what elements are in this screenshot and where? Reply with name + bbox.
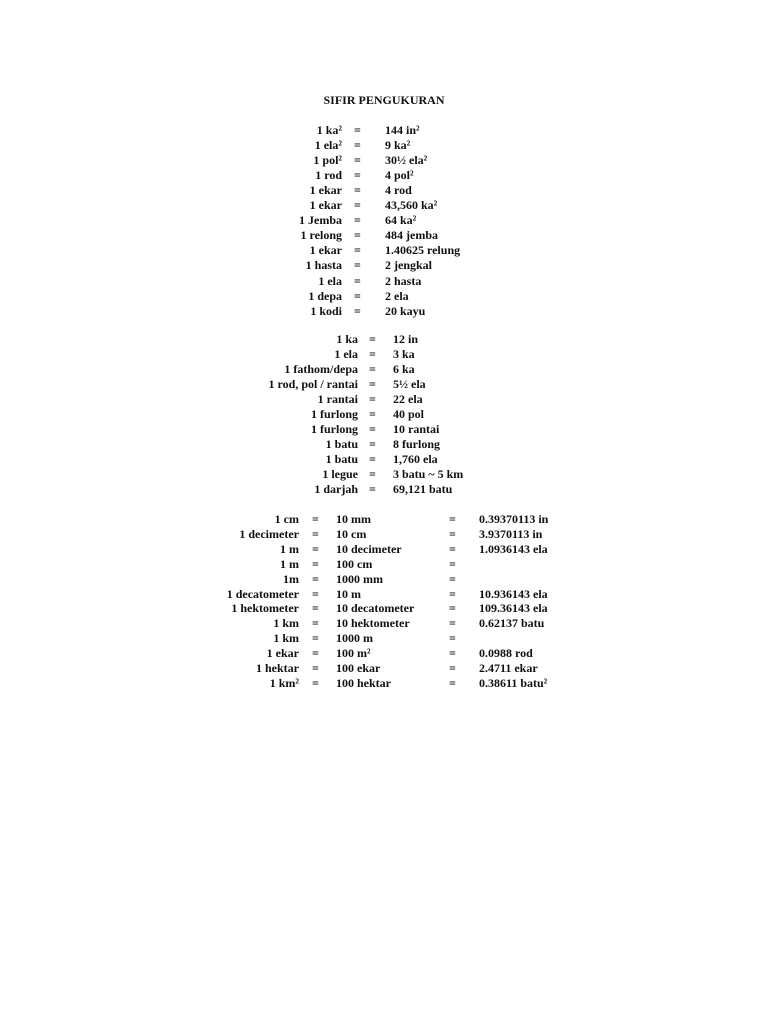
- cell-eq: =: [354, 303, 361, 318]
- cell-lhs: 1 ela: [318, 273, 342, 288]
- table-row: [0, 512, 768, 527]
- cell-eq1: =: [312, 661, 319, 675]
- cell-eq: =: [369, 332, 376, 346]
- cell-eq1: =: [312, 526, 319, 541]
- cell-eq2: =: [449, 541, 456, 556]
- cell-lhs: 1 hasta: [305, 258, 342, 273]
- cell-eq1: =: [312, 541, 319, 556]
- table-row: [0, 153, 768, 168]
- table-row: [0, 542, 768, 557]
- cell-rhs: 0.38611 batu²: [479, 675, 548, 690]
- cell-mid: 10 decimeter: [336, 541, 402, 556]
- cell-eq: =: [354, 138, 361, 153]
- table-row: [0, 274, 768, 289]
- cell-lhs: 1 decatometer: [226, 586, 299, 601]
- cell-mid: 1000 mm: [336, 571, 383, 586]
- table-row: [0, 646, 768, 661]
- cell-eq1: =: [312, 556, 319, 571]
- cell-eq: =: [354, 153, 361, 168]
- table-row: [0, 467, 768, 482]
- cell-eq2: =: [449, 512, 456, 526]
- cell-eq: =: [354, 288, 361, 303]
- cell-eq2: =: [449, 601, 456, 616]
- cell-rhs: 4 rod: [385, 183, 412, 198]
- cell-rhs: 12 in: [393, 332, 419, 346]
- cell-lhs: 1 pol²: [313, 153, 342, 168]
- cell-eq1: =: [312, 631, 319, 646]
- cell-lhs: 1 darjah: [314, 482, 358, 496]
- cell-eq: =: [354, 168, 361, 183]
- table-row: [0, 392, 768, 407]
- cell-mid: 10 m: [336, 586, 361, 601]
- cell-lhs: 1 rod: [315, 168, 342, 183]
- table-row: [0, 572, 768, 587]
- cell-eq1: =: [312, 586, 319, 601]
- cell-mid: 100 m²: [336, 646, 371, 661]
- cell-eq: =: [369, 467, 376, 481]
- table-row: [0, 482, 768, 497]
- cell-lhs: 1 m: [280, 556, 299, 571]
- cell-rhs: 3.9370113 in: [479, 526, 543, 541]
- cell-mid: 100 ekar: [336, 661, 381, 675]
- cell-eq: =: [354, 243, 361, 258]
- cell-lhs: 1 ela²: [314, 138, 342, 153]
- table-row: [0, 243, 768, 258]
- cell-eq2: =: [449, 646, 456, 661]
- cell-rhs: 69,121 batu: [393, 482, 453, 496]
- table-row: [0, 377, 768, 392]
- cell-lhs: 1 furlong: [310, 422, 358, 436]
- table-row: [0, 332, 768, 347]
- cell-lhs: 1 Jemba: [299, 213, 342, 228]
- table-row: [0, 304, 768, 319]
- cell-eq2: =: [449, 616, 456, 631]
- cell-rhs: 6 ka: [393, 362, 415, 376]
- cell-rhs: 0.62137 batu: [479, 616, 545, 631]
- cell-lhs: 1 ekar: [309, 183, 342, 198]
- cell-eq: =: [354, 213, 361, 228]
- cell-lhs: 1 ka²: [316, 123, 342, 137]
- table-row: [0, 258, 768, 273]
- cell-rhs: 0.0988 rod: [479, 646, 533, 661]
- cell-rhs: 4 pol²: [385, 168, 414, 183]
- cell-eq: =: [354, 198, 361, 213]
- cell-rhs: 484 jemba: [385, 228, 438, 243]
- cell-rhs: 30½ ela²: [385, 153, 428, 168]
- cell-lhs: 1 batu: [325, 437, 358, 451]
- table-row: [0, 138, 768, 153]
- table-row: [0, 527, 768, 542]
- cell-lhs: 1 ka: [336, 332, 358, 346]
- cell-rhs: 3 batu ~ 5 km: [393, 467, 464, 481]
- cell-lhs: 1 fathom/depa: [284, 362, 358, 376]
- cell-mid: 10 mm: [336, 512, 371, 526]
- cell-rhs: 2.4711 ekar: [479, 661, 538, 675]
- cell-eq: =: [354, 123, 361, 137]
- table-row: [0, 289, 768, 304]
- table-row: [0, 631, 768, 646]
- cell-lhs: 1 ekar: [266, 646, 299, 661]
- cell-lhs: 1 relong: [300, 228, 342, 243]
- cell-eq1: =: [312, 571, 319, 586]
- cell-eq1: =: [312, 675, 319, 690]
- cell-lhs: 1 furlong: [310, 407, 358, 421]
- cell-mid: 1000 m: [336, 631, 373, 646]
- cell-lhs: 1 m: [280, 541, 299, 556]
- cell-lhs: 1 ela: [334, 347, 358, 361]
- cell-rhs: 10 rantai: [393, 422, 440, 436]
- cell-eq2: =: [449, 571, 456, 586]
- cell-lhs: 1 legue: [322, 467, 358, 481]
- cell-lhs: 1 rod, pol / rantai: [268, 377, 358, 391]
- cell-lhs: 1 ekar: [309, 198, 342, 213]
- cell-eq1: =: [312, 601, 319, 616]
- table-row: [0, 557, 768, 572]
- cell-rhs: 2 ela: [385, 288, 409, 303]
- cell-lhs: 1 hektar: [256, 661, 299, 675]
- cell-eq: =: [369, 482, 376, 496]
- table-row: [0, 347, 768, 362]
- cell-rhs: 1,760 ela: [393, 452, 438, 466]
- page-title: SIFIR PENGUKURAN: [323, 93, 445, 107]
- table-row: [0, 228, 768, 243]
- cell-lhs: 1 km: [273, 616, 299, 631]
- cell-eq1: =: [312, 512, 319, 526]
- cell-eq: =: [354, 273, 361, 288]
- cell-lhs: 1 km: [273, 631, 299, 646]
- table-row: [0, 407, 768, 422]
- cell-eq2: =: [449, 675, 456, 690]
- cell-rhs: 8 furlong: [393, 437, 441, 451]
- cell-rhs: 1.40625 relung: [385, 243, 461, 258]
- cell-mid: 10 cm: [336, 526, 367, 541]
- table-row: [0, 422, 768, 437]
- cell-lhs: 1m: [283, 571, 299, 586]
- cell-rhs: 0.39370113 in: [479, 512, 549, 526]
- cell-lhs: 1 batu: [325, 452, 358, 466]
- cell-eq2: =: [449, 556, 456, 571]
- cell-rhs: 3 ka: [393, 347, 415, 361]
- cell-lhs: 1 km²: [269, 675, 299, 690]
- table-row: [0, 198, 768, 213]
- cell-rhs: 1.0936143 ela: [479, 541, 548, 556]
- cell-rhs: 10.936143 ela: [479, 586, 548, 601]
- cell-eq: =: [369, 377, 376, 391]
- cell-mid: 100 cm: [336, 556, 373, 571]
- cell-rhs: 40 pol: [393, 407, 425, 421]
- table-row: [0, 601, 768, 616]
- table-row: [0, 183, 768, 198]
- table-row: [0, 587, 768, 602]
- cell-rhs: 2 hasta: [385, 273, 422, 288]
- cell-eq: =: [369, 362, 376, 376]
- table-row: [0, 213, 768, 228]
- cell-lhs: 1 decimeter: [239, 526, 299, 541]
- cell-eq: =: [354, 258, 361, 273]
- cell-rhs: 43,560 ka²: [385, 198, 438, 213]
- cell-eq2: =: [449, 586, 456, 601]
- cell-mid: 100 hektar: [336, 675, 391, 690]
- cell-lhs: 1 ekar: [309, 243, 342, 258]
- cell-eq: =: [369, 407, 376, 421]
- table-row: [0, 616, 768, 631]
- cell-mid: 10 decatometer: [336, 601, 415, 616]
- cell-eq1: =: [312, 646, 319, 661]
- cell-lhs: 1 rantai: [317, 392, 358, 406]
- cell-eq2: =: [449, 526, 456, 541]
- cell-eq: =: [369, 347, 376, 361]
- table-row: [0, 123, 768, 138]
- cell-lhs: 1 depa: [308, 288, 342, 303]
- cell-rhs: 109.36143 ela: [479, 601, 548, 616]
- cell-eq: =: [369, 452, 376, 466]
- cell-rhs: 9 ka²: [385, 138, 411, 153]
- cell-eq: =: [369, 437, 376, 451]
- table-row: [0, 362, 768, 377]
- cell-lhs: 1 cm: [274, 512, 299, 526]
- cell-mid: 10 hektometer: [336, 616, 410, 631]
- cell-eq: =: [369, 422, 376, 436]
- cell-eq2: =: [449, 661, 456, 675]
- cell-lhs: 1 hektometer: [231, 601, 299, 616]
- table-row: [0, 168, 768, 183]
- cell-eq: =: [369, 392, 376, 406]
- table-row: [0, 676, 768, 691]
- cell-eq: =: [354, 183, 361, 198]
- cell-rhs: 2 jengkal: [385, 258, 433, 273]
- cell-rhs: 20 kayu: [385, 303, 426, 318]
- cell-eq1: =: [312, 616, 319, 631]
- table-row: [0, 452, 768, 467]
- cell-eq2: =: [449, 631, 456, 646]
- cell-rhs: 5½ ela: [393, 377, 426, 391]
- cell-rhs: 144 in²: [385, 123, 420, 137]
- cell-eq: =: [354, 228, 361, 243]
- cell-rhs: 22 ela: [393, 392, 423, 406]
- cell-lhs: 1 kodi: [310, 303, 342, 318]
- table-row: [0, 661, 768, 676]
- table-row: [0, 437, 768, 452]
- cell-rhs: 64 ka²: [385, 213, 417, 228]
